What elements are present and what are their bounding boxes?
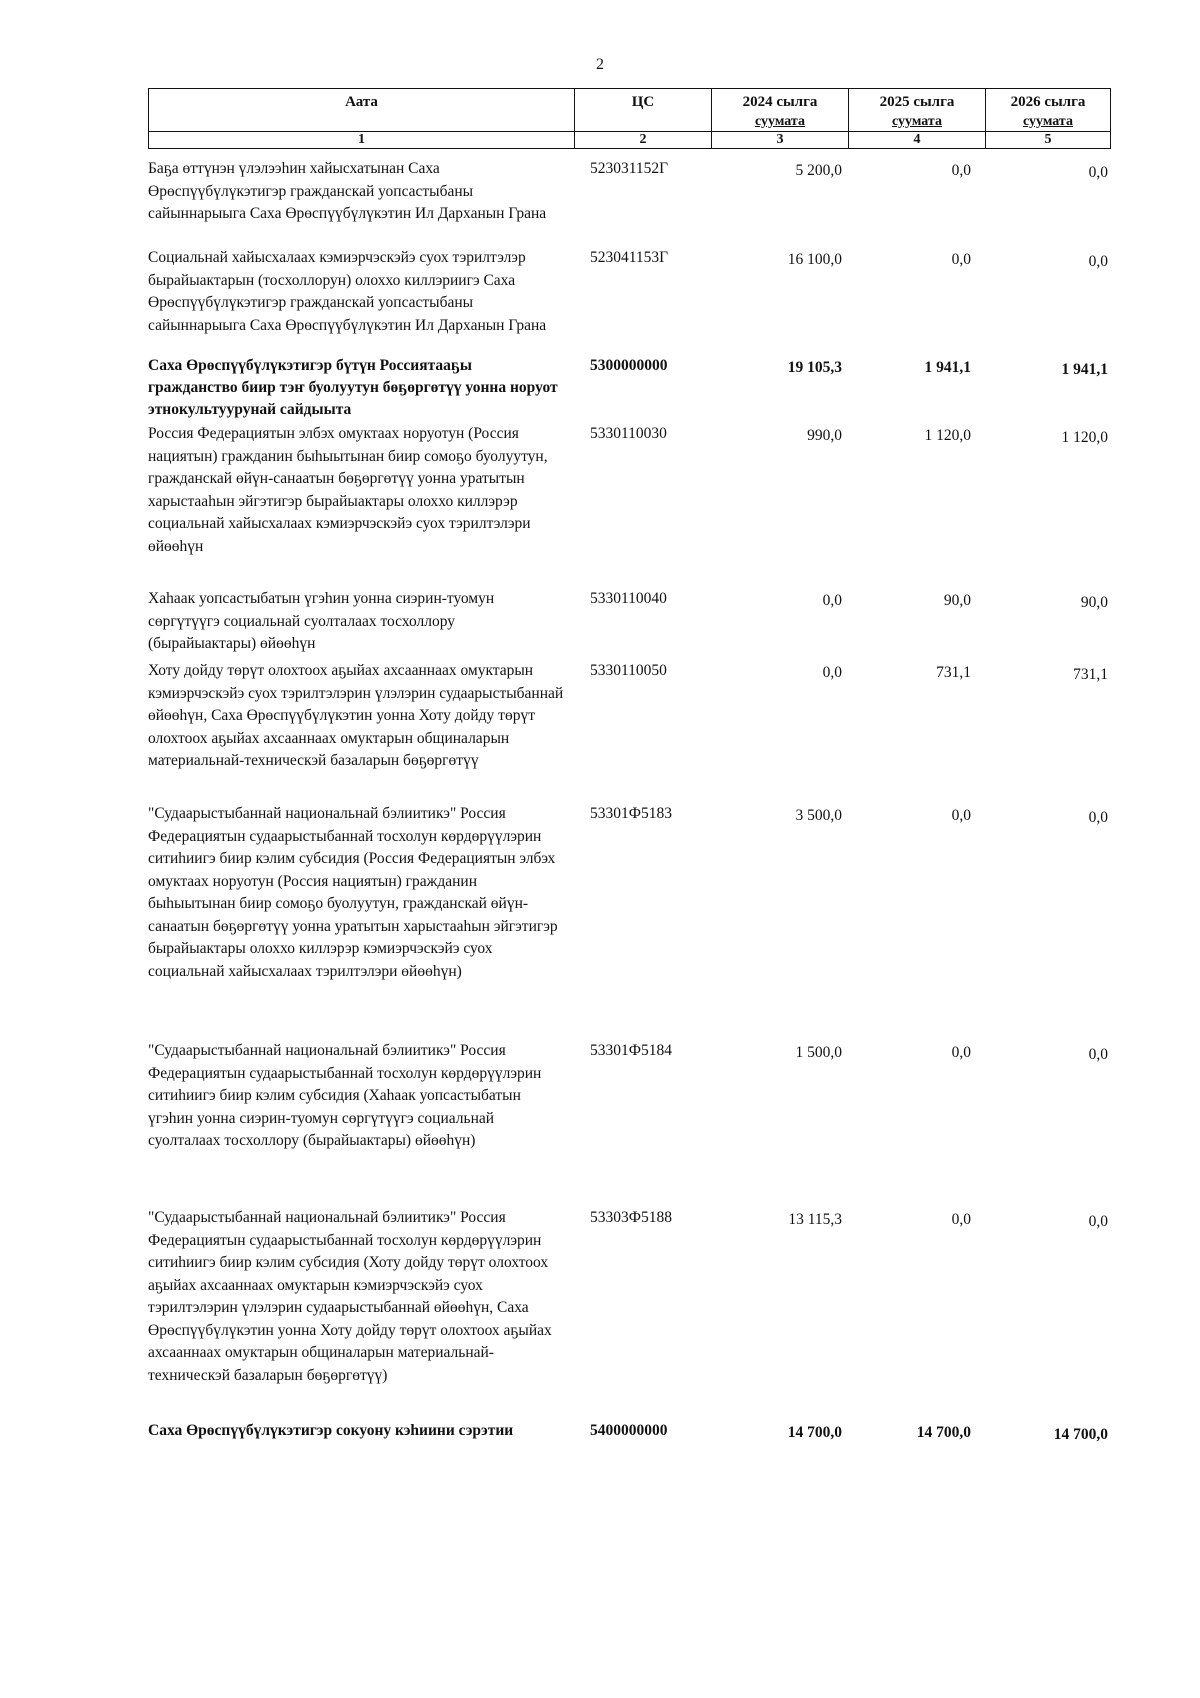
row-cs-code: 5330110040 (590, 590, 667, 607)
row-value-2026: 1 120,0 (1061, 429, 1108, 446)
row-name: "Судаарыстыбаннай национальнай бэлиитикэ" Россия Федерациятын судаарыстыбаннай тосхолун көрдөрүүлэрин ситиһиигэ биир кэлим субсидия (Хоту дойду төрүт олохтоох аҕыйах ахсааннаах омуктарын кэмиэрчэскэйэ суох тэрилтэлэрин үлэлэрин судаарыстыбаннай өйөөһүн, Саха Өрөспүүбүлүкэтин уонна Хоту дойду төрүт олохтоох аҕыйах ахсааннаах омуктарын общиналарын материальнай-техническэй базаларын бөҕөргөтүү) (148, 1209, 552, 1384)
row-value-2026: 0,0 (1088, 1046, 1108, 1063)
row-value-2026: 90,0 (1080, 594, 1108, 611)
row-value-2024: 0,0 (822, 664, 842, 681)
row-value-2024: 14 700,0 (787, 1424, 842, 1441)
table-row (148, 247, 1110, 355)
row-cs-code: 523031152Г (590, 160, 669, 177)
table-row (148, 588, 1110, 660)
row-cs-code: 523041153Г (590, 249, 669, 266)
column-index: 4 (849, 132, 986, 149)
row-cs-code: 53303Ф5188 (590, 1209, 672, 1226)
column-index: 1 (149, 132, 575, 149)
table-row-section (148, 355, 1110, 423)
row-cs-code: 5330110050 (590, 662, 667, 679)
row-value-2024: 0,0 (822, 592, 842, 609)
row-value-2025: 90,0 (943, 592, 971, 609)
row-name: Россия Федерациятын элбэх омуктаах норуотун (Россия нациятын) гражданин быһыытынан биир сомоҕо буолуутун, гражданскай өйүн-санаатын бөҕөргөтүү уонна уратытын харыстааһын эйгэтигэр бырайыактары олоххо киллэрэр социальнай хайысхалаах кэмиэрчэскэйэ суох тэрилтэлэри өйөөһүн (148, 425, 548, 555)
row-value-2024: 19 105,3 (787, 359, 842, 376)
row-value-2026: 0,0 (1088, 1213, 1108, 1230)
row-name: Саха Өрөспүүбүлүкэтигэр бүтүн Россиятааҕы гражданство биир тэҥ буолуутун бөҕөргөтүү уонна норуот этнокультуурунай сайдыыта (148, 357, 558, 418)
row-value-2025: 1 941,1 (924, 359, 971, 376)
budget-table (148, 158, 1110, 1470)
row-name: Саха Өрөспүүбүлүкэтигэр сокуону кэһиини сэрэтии (148, 1422, 514, 1439)
column-index: 5 (986, 132, 1111, 149)
row-name: Социальнай хайысхалаах кэмиэрчэскэйэ суох тэрилтэлэр бырайыактарын (тосхоллорун) олоххо киллэриигэ Саха Өрөспүүбүлүкэтигэр гражданскай уопсастыбаны сайыннарыыга Саха Өрөспүүбүлүкэтин Ил Дарханын Грана (148, 249, 547, 334)
row-value-2025: 0,0 (951, 1044, 971, 1061)
row-value-2024: 990,0 (807, 427, 842, 444)
row-value-2026: 14 700,0 (1053, 1426, 1108, 1443)
column-header-cs: ЦС (575, 89, 712, 132)
table-row-section (148, 1420, 1110, 1470)
column-header-2025: 2025 сылга суумата (849, 89, 986, 132)
row-value-2026: 731,1 (1073, 666, 1108, 683)
row-name: Баҕа өттүнэн үлэлээһин хайысхатынан Саха Өрөспүүбүлүкэтигэр гражданскай уопсастыбаны сайыннарыыга Саха Өрөспүүбүлүкэтин Ил Дарханын Грана (148, 160, 547, 222)
row-cs-code: 5330110030 (590, 425, 667, 442)
column-index: 2 (575, 132, 712, 149)
row-value-2024: 5 200,0 (795, 162, 842, 179)
row-value-2024: 1 500,0 (795, 1044, 842, 1061)
column-header-2024: 2024 сылга суумата (712, 89, 849, 132)
table-row (148, 158, 1110, 247)
table-header (148, 88, 1111, 149)
table-row (148, 1207, 1110, 1420)
row-name: Хаһаак уопсастыбатын үгэһин уонна сиэрин-туомун сөргүтүүгэ социальнай суолталаах тосхоллору (бырайыактары) өйөөһүн (148, 590, 495, 652)
row-value-2025: 0,0 (951, 1211, 971, 1228)
column-header-2026: 2026 сылга суумата (986, 89, 1111, 132)
row-cs-code: 5400000000 (590, 1422, 668, 1439)
row-value-2026: 0,0 (1088, 164, 1108, 181)
column-index: 3 (712, 132, 849, 149)
row-value-2025: 1 120,0 (924, 427, 971, 444)
row-cs-code: 53301Ф5184 (590, 1042, 672, 1059)
column-header-name: Аата (149, 89, 575, 132)
row-name: Хоту дойду төрүт олохтоох аҕыйах ахсааннаах омуктарын кэмиэрчэскэйэ суох тэрилтэлэрин үлэлэрин судаарыстыбаннай өйөөһүн, Саха Өрөспүүбүлүкэтин уонна Хоту дойду төрүт олохтоох аҕыйах ахсааннаах омуктарын общиналарын материальнай-техническэй базаларын бөҕөргөтүү (148, 662, 564, 769)
row-value-2026: 0,0 (1088, 809, 1108, 826)
table-row (148, 1040, 1110, 1207)
table-row (148, 423, 1110, 588)
row-value-2025: 14 700,0 (916, 1424, 971, 1441)
row-name: "Судаарыстыбаннай национальнай бэлиитикэ" Россия Федерациятын судаарыстыбаннай тосхолун көрдөрүүлэрин ситиһиигэ биир кэлим субсидия (Россия Федерациятын элбэх омуктаах норуотун (Россия нациятын) гражданин быһыытынан биир сомоҕо буолуутун, гражданскай өйүн-санаатын бөҕөргөтүү уонна уратытын харыстааһын эйгэтигэр бырайыактары олоххо киллэрэр кэмиэрчэскэйэ суох социальнай хайысхалаах тэрилтэлэри өйөөһүн) (148, 805, 558, 980)
row-value-2025: 0,0 (951, 807, 971, 824)
row-value-2024: 16 100,0 (787, 251, 842, 268)
row-value-2025: 0,0 (951, 162, 971, 179)
row-value-2026: 1 941,1 (1061, 361, 1108, 378)
row-value-2025: 0,0 (951, 251, 971, 268)
row-value-2024: 13 115,3 (788, 1211, 842, 1228)
row-cs-code: 5300000000 (590, 357, 668, 374)
row-value-2025: 731,1 (936, 664, 971, 681)
row-value-2024: 3 500,0 (795, 807, 842, 824)
table-row (148, 803, 1110, 1040)
page-number: 2 (596, 56, 604, 73)
row-cs-code: 53301Ф5183 (590, 805, 672, 822)
row-name: "Судаарыстыбаннай национальнай бэлиитикэ" Россия Федерациятын судаарыстыбаннай тосхолун көрдөрүүлэрин ситиһиигэ биир кэлим субсидия (Хаһаак уопсастыбатын үгэһин уонна сиэрин-туомун сөргүтүүгэ социальнай суолталаах тосхоллору (бырайыактары) өйөөһүн) (148, 1042, 542, 1149)
table-row (148, 660, 1110, 803)
row-value-2026: 0,0 (1088, 253, 1108, 270)
